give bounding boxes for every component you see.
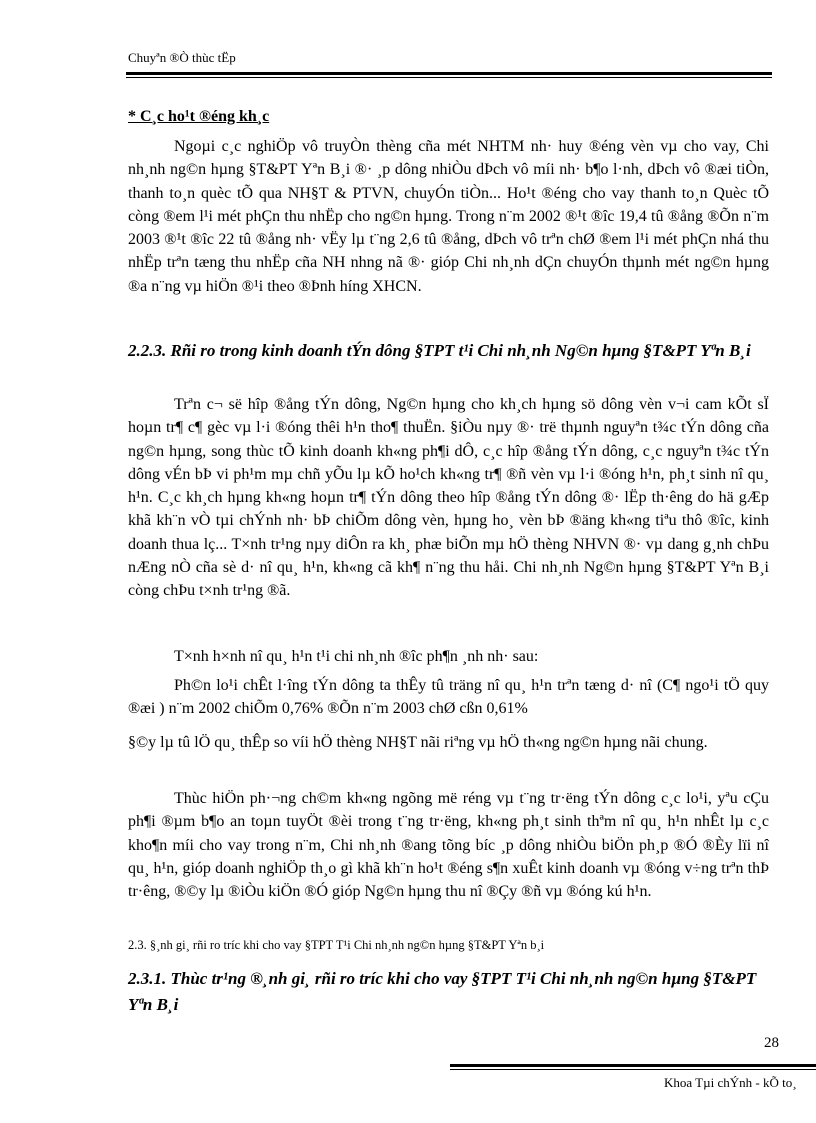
running-header: Chuyªn ®Ò thùc tËp xyxy=(128,50,236,65)
header-rule-thin xyxy=(126,77,772,78)
paragraph-low-ratio: §©y lµ tû lÖ qu¸ thÊp so víi hÖ thèng NH§T nãi riªng vµ hÖ th«ng ng©n hµng nãi chung. xyxy=(128,734,708,751)
header-rule-thick xyxy=(126,72,772,75)
paragraph-overdue-status: T×nh h×nh nî qu¸ h¹n t¹i chi nh¸nh ®îc ph¶n ¸nh nh· sau: xyxy=(174,648,539,665)
heading-2-3-1: 2.3.1. Thùc tr¹ng ®¸nh gi¸ rñi ro tríc khi cho vay §TPT T¹i Chi nh¸nh ng©n hµng §T&PT Yªn B¸i xyxy=(128,969,757,1014)
paragraph-measures: Thùc hiÖn ph·¬ng ch©m kh«ng ngõng më réng vµ t¨ng tr·ëng tÝn dông c¸c lo¹i, yªu cÇu ph¶i ®µm b¶o an toµn tuyÖt ®èi trong t¨ng tr·ëng, kh«ng ph¸t sinh thªm nî qu¸ h¹n nhÊt lµ c¸c kho¶n míi cho vay trong n¨m, Chi nh¸nh ®ang tõng bíc ¸p dông nhiÒu biÖn ph¸p ®Ó ®Èy lïi nî qu¸ h¹n, gióp doanh nghiÖp th¸o gì khã kh¨n ho¹t ®éng s¶n xuÊt kinh doanh vµ ®óng v÷ng trªn thÞ tr·êng, ®©y lµ ®iÒu kiÖn ®Ó gióp Ng©n hµng thu nî ®Çy ®ñ vµ ®óng kú h¹n. xyxy=(128,790,769,901)
paragraph-credit-risk: Trªn c¬ së hîp ®ång tÝn dông, Ng©n hµng cho kh¸ch hµng sö dông vèn v¬i cam kÕt sÏ hoµn tr¶ c¶ gèc vµ l·i ®óng thêi h¹n tho¶ thuËn. §iÒu nµy ®· trë thµnh nguyªn t¾c tÝn dông cña ng©n hµng, song thùc tÕ kinh doanh kh«ng ph¶i dÔ, c¸c hîp ®ång tÝn dông, c¸c nguyªn t¾c tÝn dông vÉn bÞ vi ph¹m mµ chñ yÕu lµ kÕ ho¹ch kh«ng tr¶ ®ñ vèn vµ l·i ®óng h¹n, ph¸t sinh nî qu¸ h¹n. C¸c kh¸ch hµng kh«ng hoµn tr¶ tÝn dông theo hîp ®ång tÝn dông ®· lËp th·êng do hä gÆp khã kh¨n vÒ tµi chÝnh nh· bÞ chiÕm dông vèn, hµng ho¸ vèn bÞ ®äng kh«ng tiªu thô ®îc, kinh doanh thua lç... T×nh tr¹ng nµy diÔn ra kh¸ phæ biÕn mµ hÖ thèng NHVN ®· vµ dang g¸nh chÞu nÆng nÒ cña sè d· nî qu¸ h¹n, kh«ng cã kh¶ n¨ng thu håi. Chi nh¸nh Ng©n hµng §T&PT Yªn B¸i còng chÞu t×nh tr¹ng ®ã. xyxy=(128,396,769,600)
toc-line-2-3: 2.3. §¸nh gi¸ rñi ro tríc khi cho vay §TPT T¹i Chi nh¸nh ng©n hµng §T&PT Yªn b¸i xyxy=(128,938,545,952)
footer-department: Khoa Tµi chÝnh - kÕ to¸ xyxy=(664,1075,797,1090)
footer-rule-thin xyxy=(450,1069,816,1070)
page-number: 28 xyxy=(764,1035,779,1051)
section-heading-other-activities: * C¸c ho¹t ®éng kh¸c xyxy=(128,108,270,125)
paragraph-other-services: Ngoµi c¸c nghiÖp vô truyÒn thèng cña mét NHTM nh· huy ®éng vèn vµ cho vay, Chi nh¸nh ng©n hµng §T&PT Yªn B¸i ®· ¸p dông nhiÒu dÞch vô míi nh· b¶o l·nh, dÞch vô ®æi tiÒn, thanh to¸n quèc tÕ qua NH§T & PTVN, chuyÓn tiÒn... Ho¹t ®éng cho vay thanh to¸n Quèc tÕ còng ®em l¹i mét phÇn thu nhËp cho ng©n hµng. Trong n¨m 2002 ®¹t ®îc 19,4 tû ®ång ®Õn n¨m 2003 ®¹t ®îc 22 tû ®ång nh· vËy lµ t¨ng 2,6 tû ®ång, dÞch vô trªn chØ ®em l¹i mét phÇn nhá thu nhËp trªn tæng thu nhËp cña NH nhng nã ®· gióp Chi nh¸nh dÇn chuyÓn thµnh mét ng©n hµng ®a n¨ng vµ hiÖn ®¹i theo ®Þnh híng XHCN. xyxy=(128,138,769,295)
paragraph-credit-quality: Ph©n lo¹i chÊt l·îng tÝn dông ta thÊy tû träng nî qu¸ h¹n trªn tæng d· nî (C¶ ngo¹i tÖ quy ®æi ) n¨m 2002 chiÕm 0,76% ®Õn n¨m 2003 chØ cßn 0,61% xyxy=(128,677,769,718)
footer-rule-thick xyxy=(450,1064,816,1067)
heading-2-2-3: 2.2.3. Rñi ro trong kinh doanh tÝn dông §TPT t¹i Chi nh¸nh Ng©n hµng §T&PT Yªn B¸i xyxy=(128,341,751,360)
